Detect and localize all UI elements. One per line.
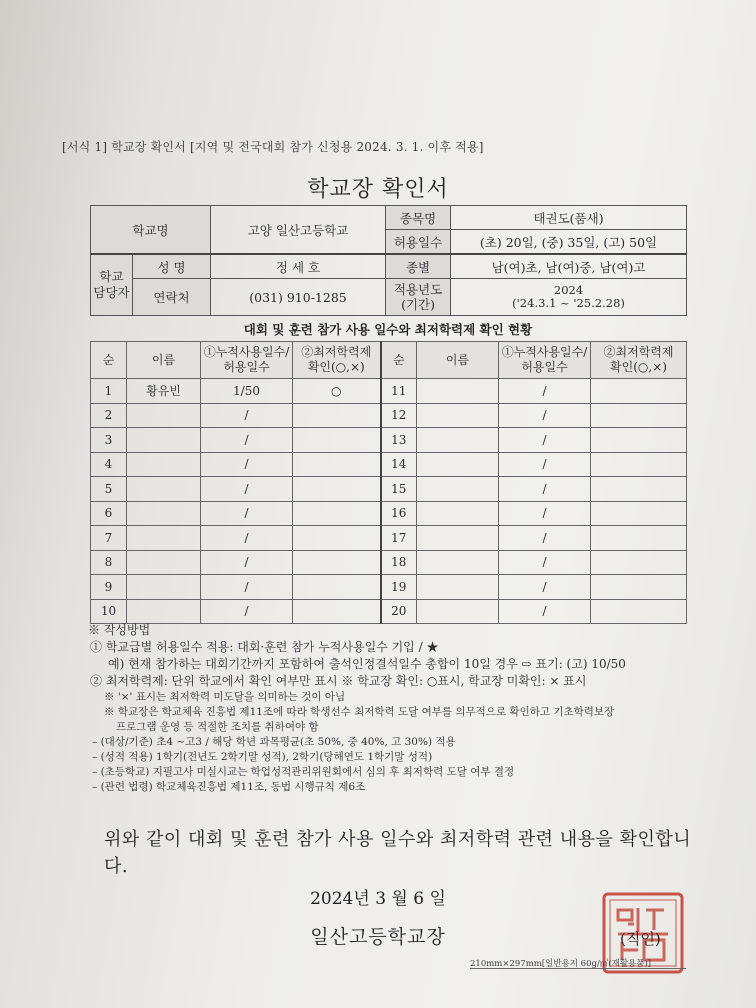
cell-name xyxy=(127,501,201,526)
cell-days: / xyxy=(499,428,591,453)
cell-days: / xyxy=(499,550,591,575)
cell-check xyxy=(591,477,687,502)
cell-name: 황유빈 xyxy=(127,379,201,404)
cell-days: / xyxy=(499,452,591,477)
cell-no: 9 xyxy=(91,575,127,600)
cell-check xyxy=(591,526,687,551)
cell-check xyxy=(591,428,687,453)
school-label: 학교명 xyxy=(91,206,211,255)
header-days: ①누적사용일수/ 허용일수 xyxy=(201,342,293,379)
school-name: 고양 일산고등학교 xyxy=(211,206,386,255)
instruction-sub-3: – (초등학교) 지필고사 미실시교는 학업성적관리위원회에서 심의 후 최저학력 도달 여부 결정 xyxy=(92,766,515,778)
usage-section-title: 대회 및 훈련 참가 사용 일수와 최저학력제 확인 현황 xyxy=(243,322,533,337)
category-label: 종별 xyxy=(386,254,451,279)
cell-no: 15 xyxy=(381,477,417,502)
cell-no: 5 xyxy=(91,477,127,502)
allowed-days-value: (초) 20일, (중) 35일, (고) 50일 xyxy=(451,230,687,255)
cell-no: 6 xyxy=(91,501,127,526)
year-label: 적용년도 (기간) xyxy=(386,279,451,316)
cell-no: 16 xyxy=(381,501,417,526)
instruction-note-b: ※ 학교장은 학교체육 진흥법 제11조에 따라 학생선수 최저학력 도달 여부를 의무적으로 확인하고 기초학력보장 xyxy=(104,706,615,718)
instruction-sub-1: – (대상/기준) 초4 ~고3 / 해당 학년 과목평균(초 50%, 중 40%, 고 30%) 적용 xyxy=(92,736,456,748)
cell-check xyxy=(591,550,687,575)
cell-check xyxy=(293,403,381,428)
cell-no: 1 xyxy=(91,379,127,404)
school-info-table xyxy=(90,205,687,316)
cell-name xyxy=(417,379,499,404)
cell-no: 7 xyxy=(91,526,127,551)
cell-days: / xyxy=(499,403,591,428)
instruction-item-1: ① 학교급별 허용일수 적용: 대회·훈련 참가 누적사용일수 기입 / ★ xyxy=(90,640,439,654)
cell-check xyxy=(591,403,687,428)
header-no: 순 xyxy=(91,342,127,379)
cell-no: 10 xyxy=(91,599,127,624)
seal-label: (직인) xyxy=(620,930,661,948)
instruction-note-c: 프로그램 운영 등 적절한 조치를 취하여야 함 xyxy=(116,721,319,733)
instruction-sub-4: – (관련 법령) 학교체육진흥법 제11조, 동법 시행규칙 제6조 xyxy=(92,781,366,793)
cell-days: / xyxy=(499,599,591,624)
cell-no: 13 xyxy=(381,428,417,453)
cell-days: / xyxy=(201,428,293,453)
cell-check xyxy=(293,428,381,453)
name-label: 성 명 xyxy=(133,254,211,279)
contact-label: 연락처 xyxy=(133,279,211,316)
cell-check xyxy=(293,599,381,624)
cell-check xyxy=(293,501,381,526)
table-row xyxy=(91,526,687,551)
cell-days: / xyxy=(499,477,591,502)
cell-name xyxy=(417,575,499,600)
cell-name xyxy=(127,575,201,600)
cell-name xyxy=(127,428,201,453)
cell-name xyxy=(417,428,499,453)
cell-days: / xyxy=(201,452,293,477)
header-check: ②최저학력제 확인(○,×) xyxy=(591,342,687,379)
table-row xyxy=(91,477,687,502)
cell-days: / xyxy=(499,501,591,526)
manager-label: 학교 담당자 xyxy=(91,254,133,316)
form-number: [서식 1] 학교장 확인서 [지역 및 전국대회 참가 신청용 2024. 3. 1. 이후 적용] xyxy=(62,140,484,154)
header-days: ①누적사용일수/ 허용일수 xyxy=(499,342,591,379)
cell-check xyxy=(293,452,381,477)
cell-no: 8 xyxy=(91,550,127,575)
cell-check xyxy=(591,379,687,404)
table-row xyxy=(91,599,687,624)
cell-name xyxy=(127,477,201,502)
cell-name xyxy=(417,403,499,428)
table-row xyxy=(91,452,687,477)
cell-check xyxy=(591,501,687,526)
cell-name xyxy=(417,550,499,575)
cell-name xyxy=(127,403,201,428)
instruction-item-1-example: 예) 현재 참가하는 대회기간까지 포함하여 출석인정결석일수 총합이 10일 경우 ⇨ 표기: (고) 10/50 xyxy=(108,657,626,671)
table-row xyxy=(91,575,687,600)
cell-check xyxy=(293,550,381,575)
header-check: ②최저학력제 확인(○,×) xyxy=(293,342,381,379)
cell-check xyxy=(293,526,381,551)
cell-days: / xyxy=(201,477,293,502)
cell-no: 14 xyxy=(381,452,417,477)
usage-table xyxy=(90,341,687,624)
instruction-sub-2: – (성적 적용) 1학기(전년도 2학기말 성적), 2학기(당해연도 1학기말 성적) xyxy=(92,751,433,763)
cell-check xyxy=(293,575,381,600)
cell-name xyxy=(127,550,201,575)
confirmation-statement: 위와 같이 대회 및 훈련 참가 사용 일수와 최저학력 관련 내용을 확인합니다. xyxy=(104,829,692,877)
cell-name xyxy=(417,599,499,624)
cell-name xyxy=(127,599,201,624)
cell-days: / xyxy=(499,379,591,404)
issue-date: 2024년 3 월 6 일 xyxy=(310,889,446,909)
instructions-heading: ※ 작성방법 xyxy=(88,623,151,637)
contact-value: (031) 910-1285 xyxy=(211,279,386,316)
category-value: 남(여)초, 남(여)중, 남(여)고 xyxy=(451,254,687,279)
cell-name xyxy=(417,501,499,526)
cell-days: / xyxy=(201,403,293,428)
table-row xyxy=(91,501,687,526)
table-row xyxy=(91,403,687,428)
cell-no: 12 xyxy=(381,403,417,428)
year-period: ('24.3.1 ~ '25.2.28) xyxy=(512,296,625,310)
cell-check xyxy=(591,575,687,600)
table-row xyxy=(91,428,687,453)
cell-days: / xyxy=(201,599,293,624)
cell-days: / xyxy=(201,501,293,526)
cell-name xyxy=(417,477,499,502)
cell-days: 1/50 xyxy=(201,379,293,404)
cell-no: 11 xyxy=(381,379,417,404)
cell-name xyxy=(127,526,201,551)
cell-no: 20 xyxy=(381,599,417,624)
table-row xyxy=(91,379,687,404)
cell-name xyxy=(127,452,201,477)
cell-check xyxy=(591,599,687,624)
allowed-days-label: 허용일수 xyxy=(386,230,451,255)
cell-no: 2 xyxy=(91,403,127,428)
year-value: 2024 xyxy=(553,283,584,297)
instruction-note-a: ※ '×' 표시는 최저학력 미도달을 의미하는 것이 아님 xyxy=(104,691,346,703)
cell-check: ○ xyxy=(293,379,381,404)
cell-days: / xyxy=(201,550,293,575)
instruction-item-2: ② 최저학력제: 단위 학교에서 확인 여부만 표시 ※ 학교장 확인: ○표시, 학교장 미확인: × 표시 xyxy=(90,674,587,688)
cell-no: 17 xyxy=(381,526,417,551)
header-name: 이름 xyxy=(417,342,499,379)
principal-title: 일산고등학교장 xyxy=(310,926,446,948)
event-value: 태권도(품새) xyxy=(451,206,687,230)
document-title: 학교장 확인서 xyxy=(307,177,449,202)
cell-name xyxy=(417,526,499,551)
cell-days: / xyxy=(201,575,293,600)
cell-days: / xyxy=(499,575,591,600)
cell-days: / xyxy=(201,526,293,551)
table-row xyxy=(91,550,687,575)
header-name: 이름 xyxy=(127,342,201,379)
year-cell xyxy=(451,279,687,316)
cell-days: / xyxy=(499,526,591,551)
cell-no: 19 xyxy=(381,575,417,600)
instructions xyxy=(88,622,708,795)
name-value: 정 세 호 xyxy=(211,254,386,279)
cell-name xyxy=(417,452,499,477)
cell-check xyxy=(293,477,381,502)
cell-no: 3 xyxy=(91,428,127,453)
cell-no: 4 xyxy=(91,452,127,477)
cell-no: 18 xyxy=(381,550,417,575)
paper-size-footer: 210mm×297mm[일반용지 60g/㎡(재활용품)] xyxy=(470,959,652,969)
header-no: 순 xyxy=(381,342,417,379)
event-label: 종목명 xyxy=(386,206,451,230)
cell-check xyxy=(591,452,687,477)
